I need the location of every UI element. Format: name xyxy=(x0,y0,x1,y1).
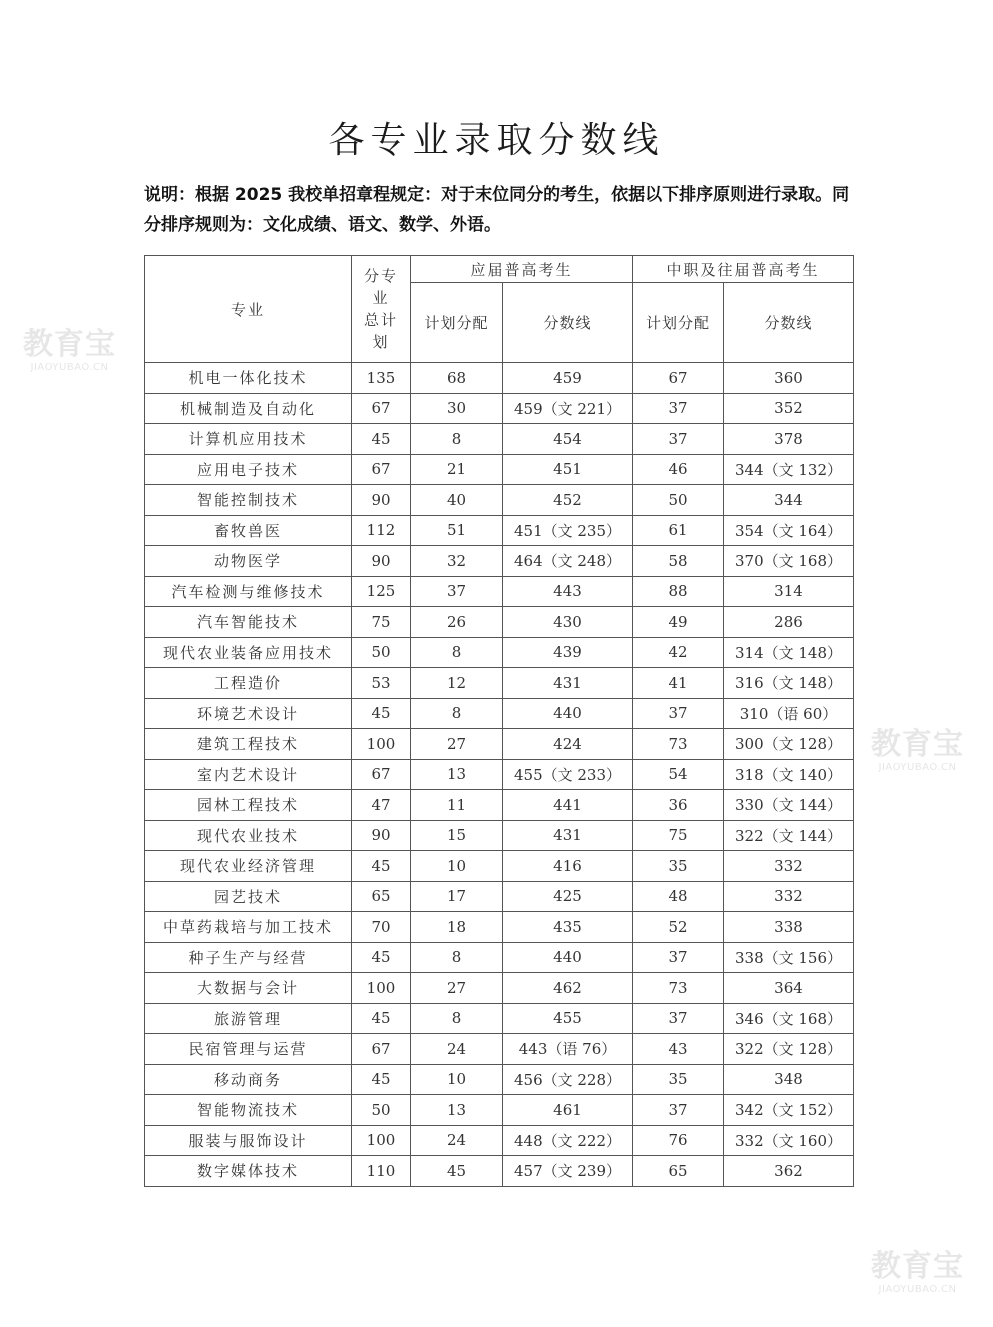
row-g1-plan: 10 xyxy=(411,1064,503,1095)
row-g1-score: 416 xyxy=(503,851,633,882)
row-g2-score: 364 xyxy=(724,973,854,1004)
row-g1-score: 456（文 228） xyxy=(503,1064,633,1095)
row-g2-plan: 76 xyxy=(633,1125,724,1156)
admission-note: 说明：根据 2025 我校单招章程规定：对于末位同分的考生，依据以下排序原则进行录取。同分排序规则为：文化成绩、语文、数学、外语。 xyxy=(144,185,850,235)
row-total-plan: 90 xyxy=(352,546,411,577)
row-g1-plan: 13 xyxy=(411,759,503,790)
row-major: 智能控制技术 xyxy=(145,485,352,516)
row-g2-plan: 35 xyxy=(633,1064,724,1095)
row-major: 汽车检测与维修技术 xyxy=(145,576,352,607)
row-g1-score: 461 xyxy=(503,1095,633,1126)
row-g2-plan: 37 xyxy=(633,393,724,424)
row-g1-score: 440 xyxy=(503,942,633,973)
row-g1-plan: 21 xyxy=(411,454,503,485)
row-g2-plan: 48 xyxy=(633,881,724,912)
row-g2-score: 362 xyxy=(724,1156,854,1187)
row-major: 大数据与会计 xyxy=(145,973,352,1004)
row-g1-plan: 45 xyxy=(411,1156,503,1187)
row-g2-score: 338 xyxy=(724,912,854,943)
row-g1-score: 441 xyxy=(503,790,633,821)
row-g2-score: 346（文 168） xyxy=(724,1003,854,1034)
row-total-plan: 67 xyxy=(352,393,411,424)
row-total-plan: 70 xyxy=(352,912,411,943)
row-g2-score: 352 xyxy=(724,393,854,424)
row-g2-score: 342（文 152） xyxy=(724,1095,854,1126)
row-g1-plan: 8 xyxy=(411,424,503,455)
row-total-plan: 47 xyxy=(352,790,411,821)
row-g1-plan: 68 xyxy=(411,363,503,394)
table-row xyxy=(145,363,854,394)
row-major: 现代农业技术 xyxy=(145,820,352,851)
row-g1-score: 464（文 248） xyxy=(503,546,633,577)
table-row xyxy=(145,1034,854,1065)
row-g1-plan: 40 xyxy=(411,485,503,516)
row-total-plan: 45 xyxy=(352,851,411,882)
row-g2-score: 378 xyxy=(724,424,854,455)
row-total-plan: 90 xyxy=(352,820,411,851)
row-total-plan: 45 xyxy=(352,1003,411,1034)
row-major: 室内艺术设计 xyxy=(145,759,352,790)
table-row xyxy=(145,607,854,638)
row-g2-plan: 37 xyxy=(633,942,724,973)
row-g1-plan: 8 xyxy=(411,698,503,729)
row-g1-score: 459（文 221） xyxy=(503,393,633,424)
row-total-plan: 45 xyxy=(352,698,411,729)
row-g1-score: 430 xyxy=(503,607,633,638)
row-g1-score: 425 xyxy=(503,881,633,912)
header-major: 专业 xyxy=(145,256,352,363)
row-total-plan: 100 xyxy=(352,1125,411,1156)
row-total-plan: 67 xyxy=(352,1034,411,1065)
table-row xyxy=(145,1064,854,1095)
row-g1-score: 424 xyxy=(503,729,633,760)
row-total-plan: 45 xyxy=(352,424,411,455)
row-g1-score: 459 xyxy=(503,363,633,394)
row-g1-score: 443（语 76） xyxy=(503,1034,633,1065)
table-row xyxy=(145,942,854,973)
row-g1-plan: 15 xyxy=(411,820,503,851)
row-g2-score: 310（语 60） xyxy=(724,698,854,729)
row-g2-plan: 43 xyxy=(633,1034,724,1065)
row-g2-plan: 46 xyxy=(633,454,724,485)
row-total-plan: 50 xyxy=(352,637,411,668)
row-total-plan: 100 xyxy=(352,973,411,1004)
table-row xyxy=(145,973,854,1004)
row-g2-score: 348 xyxy=(724,1064,854,1095)
table-row xyxy=(145,1003,854,1034)
row-major: 园艺技术 xyxy=(145,881,352,912)
row-g2-score: 316（文 148） xyxy=(724,668,854,699)
table-row xyxy=(145,1125,854,1156)
table-row xyxy=(145,576,854,607)
row-major: 计算机应用技术 xyxy=(145,424,352,455)
watermark-logo: 教育宝 JIAOYUBAO.CN xyxy=(23,327,116,373)
row-g1-score: 431 xyxy=(503,820,633,851)
row-g2-plan: 41 xyxy=(633,668,724,699)
table-row xyxy=(145,759,854,790)
row-major: 机械制造及自动化 xyxy=(145,393,352,424)
table-row xyxy=(145,881,854,912)
row-g1-score: 451（文 235） xyxy=(503,515,633,546)
row-total-plan: 53 xyxy=(352,668,411,699)
row-total-plan: 67 xyxy=(352,454,411,485)
row-g2-score: 318（文 140） xyxy=(724,759,854,790)
row-g1-score: 454 xyxy=(503,424,633,455)
row-g2-plan: 88 xyxy=(633,576,724,607)
table-row xyxy=(145,1095,854,1126)
row-g1-score: 435 xyxy=(503,912,633,943)
table-row xyxy=(145,515,854,546)
row-g2-plan: 54 xyxy=(633,759,724,790)
row-major: 畜牧兽医 xyxy=(145,515,352,546)
row-g1-score: 452 xyxy=(503,485,633,516)
header-group-vocational-prior: 中职及往届普高考生 xyxy=(633,256,854,283)
row-g2-plan: 52 xyxy=(633,912,724,943)
row-g2-score: 314 xyxy=(724,576,854,607)
row-g1-score: 431 xyxy=(503,668,633,699)
row-g1-plan: 17 xyxy=(411,881,503,912)
row-major: 中草药栽培与加工技术 xyxy=(145,912,352,943)
header-group-fresh-graduates: 应届普高考生 xyxy=(411,256,633,283)
row-g1-plan: 51 xyxy=(411,515,503,546)
header-row-1 xyxy=(145,256,854,283)
row-g1-plan: 8 xyxy=(411,1003,503,1034)
row-g2-plan: 37 xyxy=(633,424,724,455)
row-g2-score: 286 xyxy=(724,607,854,638)
row-g1-plan: 8 xyxy=(411,942,503,973)
row-major: 民宿管理与运营 xyxy=(145,1034,352,1065)
row-g2-plan: 50 xyxy=(633,485,724,516)
row-g2-plan: 67 xyxy=(633,363,724,394)
row-g2-score: 370（文 168） xyxy=(724,546,854,577)
row-major: 机电一体化技术 xyxy=(145,363,352,394)
table-row xyxy=(145,790,854,821)
row-g1-plan: 37 xyxy=(411,576,503,607)
row-g2-score: 332（文 160） xyxy=(724,1125,854,1156)
row-g1-plan: 32 xyxy=(411,546,503,577)
row-g1-plan: 24 xyxy=(411,1125,503,1156)
row-g2-plan: 61 xyxy=(633,515,724,546)
table-row xyxy=(145,668,854,699)
row-major: 种子生产与经营 xyxy=(145,942,352,973)
row-major: 现代农业装备应用技术 xyxy=(145,637,352,668)
table-row xyxy=(145,698,854,729)
table-row xyxy=(145,820,854,851)
table-row xyxy=(145,851,854,882)
row-major: 环境艺术设计 xyxy=(145,698,352,729)
table-row xyxy=(145,1156,854,1187)
header-g2-score: 分数线 xyxy=(724,283,854,363)
row-total-plan: 112 xyxy=(352,515,411,546)
table-row xyxy=(145,393,854,424)
row-major: 现代农业经济管理 xyxy=(145,851,352,882)
row-g2-score: 314（文 148） xyxy=(724,637,854,668)
table-body xyxy=(145,363,854,1187)
row-total-plan: 67 xyxy=(352,759,411,790)
row-total-plan: 110 xyxy=(352,1156,411,1187)
row-g2-score: 332 xyxy=(724,881,854,912)
header-total-plan: 分专 业 总计 划 xyxy=(352,256,411,363)
row-major: 应用电子技术 xyxy=(145,454,352,485)
row-major: 旅游管理 xyxy=(145,1003,352,1034)
header-g2-plan: 计划分配 xyxy=(633,283,724,363)
row-total-plan: 90 xyxy=(352,485,411,516)
row-g1-score: 457（文 239） xyxy=(503,1156,633,1187)
row-major: 数字媒体技术 xyxy=(145,1156,352,1187)
row-g2-score: 330（文 144） xyxy=(724,790,854,821)
row-g1-score: 448（文 222） xyxy=(503,1125,633,1156)
row-major: 移动商务 xyxy=(145,1064,352,1095)
row-total-plan: 135 xyxy=(352,363,411,394)
table-row xyxy=(145,424,854,455)
row-g2-score: 344（文 132） xyxy=(724,454,854,485)
row-g2-plan: 49 xyxy=(633,607,724,638)
row-major: 建筑工程技术 xyxy=(145,729,352,760)
table-row xyxy=(145,729,854,760)
row-g1-plan: 10 xyxy=(411,851,503,882)
table-row xyxy=(145,546,854,577)
row-g2-plan: 65 xyxy=(633,1156,724,1187)
row-major: 汽车智能技术 xyxy=(145,607,352,638)
row-g1-plan: 13 xyxy=(411,1095,503,1126)
row-g1-score: 455 xyxy=(503,1003,633,1034)
row-g2-plan: 73 xyxy=(633,729,724,760)
row-major: 智能物流技术 xyxy=(145,1095,352,1126)
row-g2-plan: 58 xyxy=(633,546,724,577)
row-g1-score: 440 xyxy=(503,698,633,729)
row-g2-score: 338（文 156） xyxy=(724,942,854,973)
row-g2-score: 322（文 128） xyxy=(724,1034,854,1065)
row-g2-plan: 35 xyxy=(633,851,724,882)
row-g1-score: 451 xyxy=(503,454,633,485)
row-total-plan: 65 xyxy=(352,881,411,912)
row-g1-score: 439 xyxy=(503,637,633,668)
row-g2-plan: 73 xyxy=(633,973,724,1004)
row-g1-score: 443 xyxy=(503,576,633,607)
watermark-logo: 教育宝 JIAOYUBAO.CN xyxy=(871,727,964,773)
row-g1-plan: 8 xyxy=(411,637,503,668)
header-g1-plan: 计划分配 xyxy=(411,283,503,363)
header-g1-score: 分数线 xyxy=(503,283,633,363)
table-row xyxy=(145,912,854,943)
row-g1-plan: 27 xyxy=(411,729,503,760)
row-g2-plan: 36 xyxy=(633,790,724,821)
row-major: 工程造价 xyxy=(145,668,352,699)
row-g2-plan: 37 xyxy=(633,1003,724,1034)
row-g2-score: 354（文 164） xyxy=(724,515,854,546)
row-total-plan: 125 xyxy=(352,576,411,607)
table-row xyxy=(145,485,854,516)
row-g2-score: 300（文 128） xyxy=(724,729,854,760)
row-major: 动物医学 xyxy=(145,546,352,577)
page-title: 各专业录取分数线 xyxy=(328,120,665,161)
row-total-plan: 75 xyxy=(352,607,411,638)
admission-score-table xyxy=(144,255,854,1187)
row-g1-score: 455（文 233） xyxy=(503,759,633,790)
row-g1-plan: 26 xyxy=(411,607,503,638)
row-total-plan: 45 xyxy=(352,1064,411,1095)
row-g2-score: 360 xyxy=(724,363,854,394)
row-major: 园林工程技术 xyxy=(145,790,352,821)
row-total-plan: 100 xyxy=(352,729,411,760)
row-major: 服装与服饰设计 xyxy=(145,1125,352,1156)
row-g1-plan: 11 xyxy=(411,790,503,821)
row-g2-score: 322（文 144） xyxy=(724,820,854,851)
row-g1-plan: 24 xyxy=(411,1034,503,1065)
row-g1-score: 462 xyxy=(503,973,633,1004)
table-row xyxy=(145,637,854,668)
row-g1-plan: 12 xyxy=(411,668,503,699)
row-g1-plan: 27 xyxy=(411,973,503,1004)
row-g1-plan: 18 xyxy=(411,912,503,943)
row-total-plan: 50 xyxy=(352,1095,411,1126)
row-g2-score: 332 xyxy=(724,851,854,882)
row-g2-score: 344 xyxy=(724,485,854,516)
row-g2-plan: 42 xyxy=(633,637,724,668)
row-g2-plan: 75 xyxy=(633,820,724,851)
row-g2-plan: 37 xyxy=(633,1095,724,1126)
watermark-logo: 教育宝 JIAOYUBAO.CN xyxy=(871,1249,964,1295)
row-g2-plan: 37 xyxy=(633,698,724,729)
row-g1-plan: 30 xyxy=(411,393,503,424)
table-row xyxy=(145,454,854,485)
row-total-plan: 45 xyxy=(352,942,411,973)
